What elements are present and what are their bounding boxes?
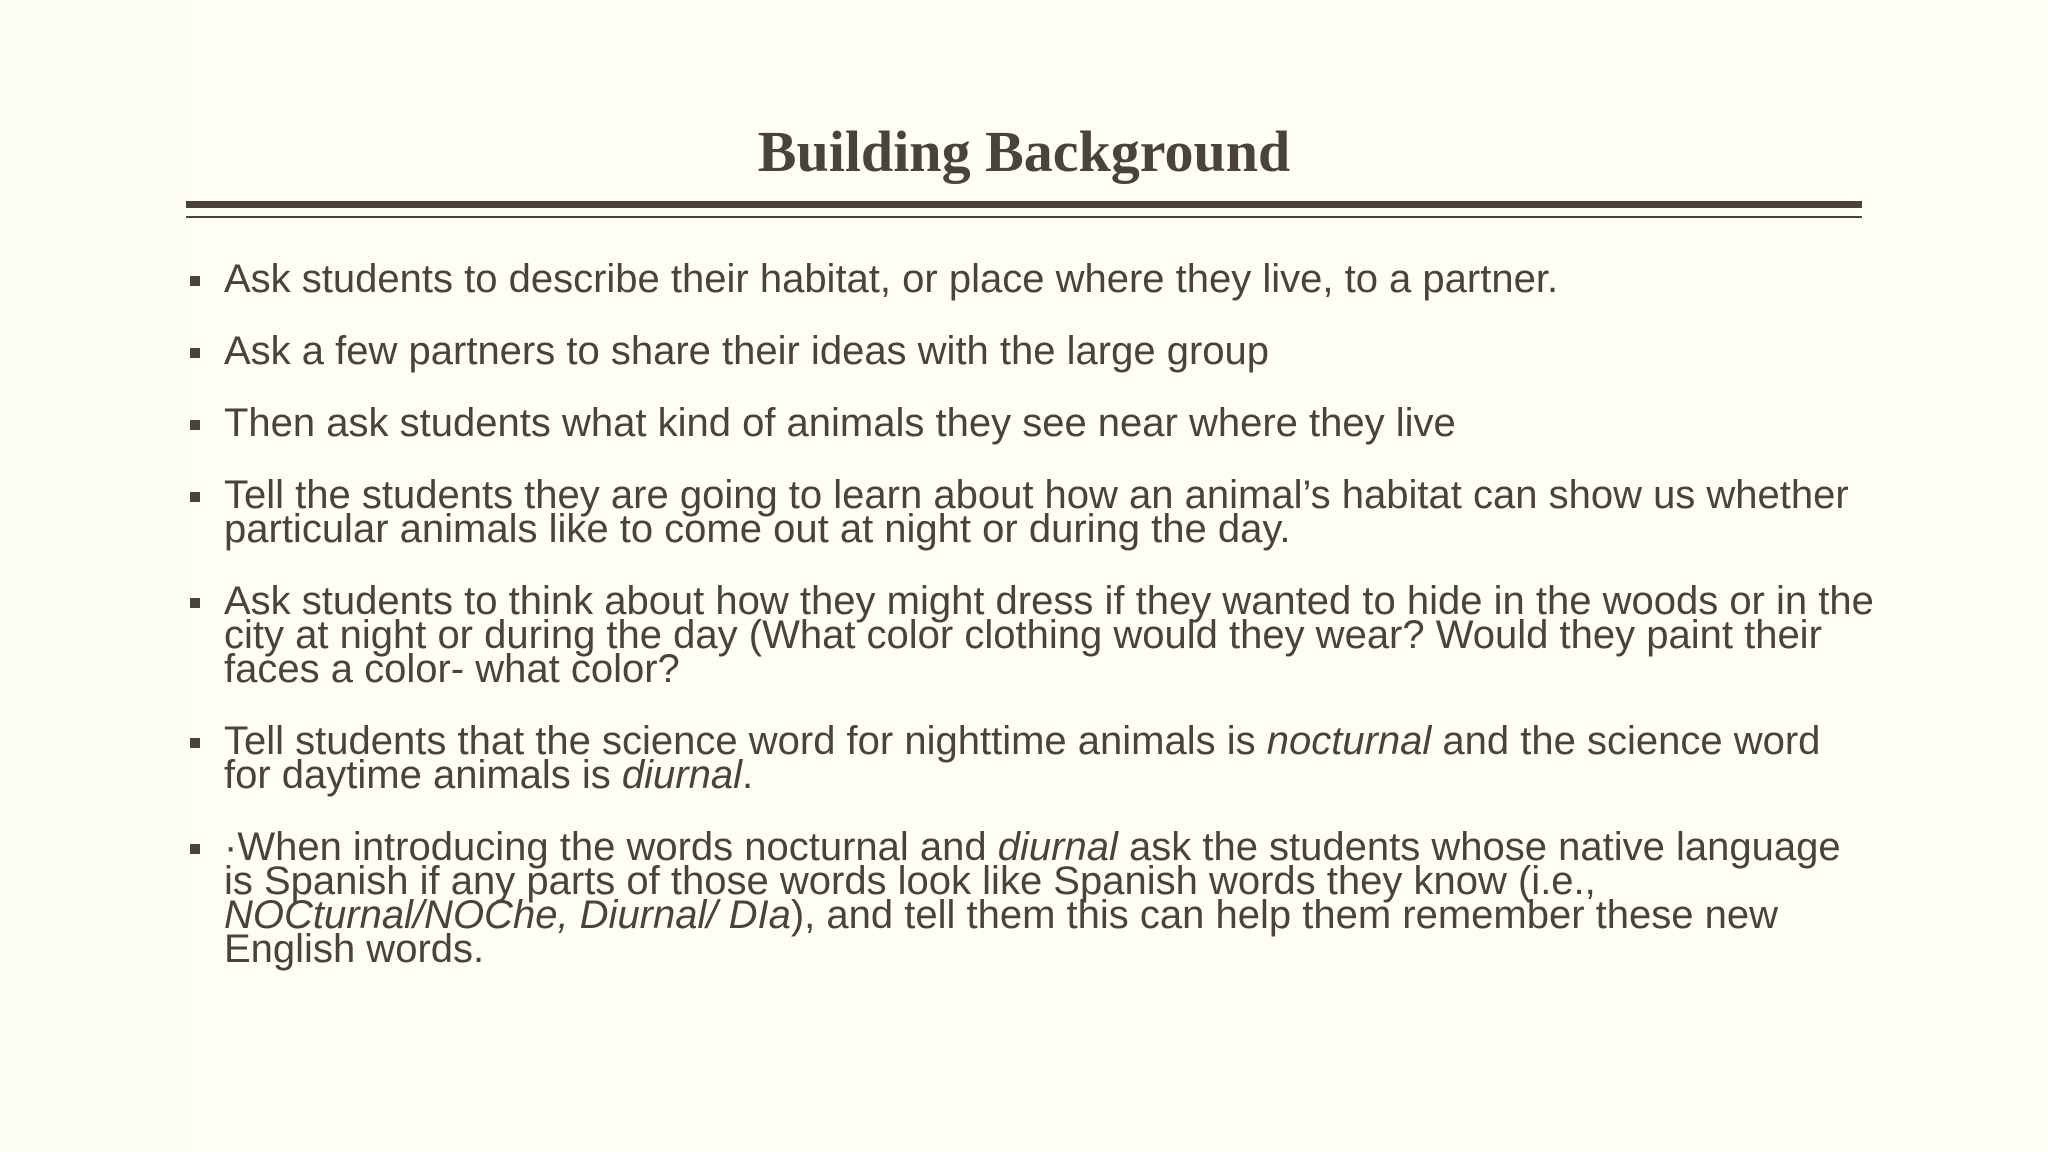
bullet-square-icon [190, 420, 200, 430]
spanish-word-examples: NOCturnal/NOChe, Diurnal/ DIa [224, 893, 791, 937]
bullet-text: Ask a few partners to share their ideas with the large group [224, 329, 1269, 373]
bullet-square-icon [190, 598, 200, 608]
bullet-text: ·When introducing the words nocturnal and diurnal ask the students whose native language is Spanish if any parts of those words look like Spanish words they know (i.e., NOCturnal/NOChe, Diurnal/ DIa), and tell them this can help them remember these new English words. [224, 825, 1841, 971]
bullet-square-icon [190, 492, 200, 502]
title-rule-thin [186, 216, 1862, 218]
bullet-text: Ask students to think about how they might dress if they wanted to hide in the woods or in the city at night or during the day (What color clothing would they wear? Would they paint their faces a color- what color? [224, 579, 1874, 691]
bullet-square-icon [190, 276, 200, 286]
term-diurnal: diurnal [621, 753, 742, 797]
bullet-item [186, 401, 1876, 445]
bullet-text: Tell students that the science word for nighttime animals is nocturnal and the science word for daytime animals is diurnal. [224, 719, 1821, 797]
term-diurnal: diurnal [997, 825, 1118, 869]
bullet-item [186, 473, 1876, 551]
bullet-item [186, 579, 1876, 691]
bullet-item [186, 257, 1876, 301]
bullet-text: Tell the students they are going to learn about how an animal’s habitat can show us whether particular animals like to come out at night or during the day. [224, 473, 1849, 551]
bullet-item [186, 329, 1876, 373]
slide-title: Building Background [757, 119, 1291, 184]
bullet-square-icon [190, 738, 200, 748]
bullet-item [186, 825, 1876, 971]
bullet-square-icon [190, 844, 200, 854]
bullet-item [186, 719, 1876, 797]
term-nocturnal: nocturnal [1266, 719, 1432, 763]
bullet-square-icon [190, 348, 200, 358]
side-panel-shade [0, 0, 196, 1152]
title-rule-thick [186, 201, 1862, 208]
bullet-text: Ask students to describe their habitat, or place where they live, to a partner. [224, 257, 1559, 301]
bullet-text: Then ask students what kind of animals they see near where they live [224, 401, 1456, 445]
bullet-list [186, 257, 1876, 1004]
